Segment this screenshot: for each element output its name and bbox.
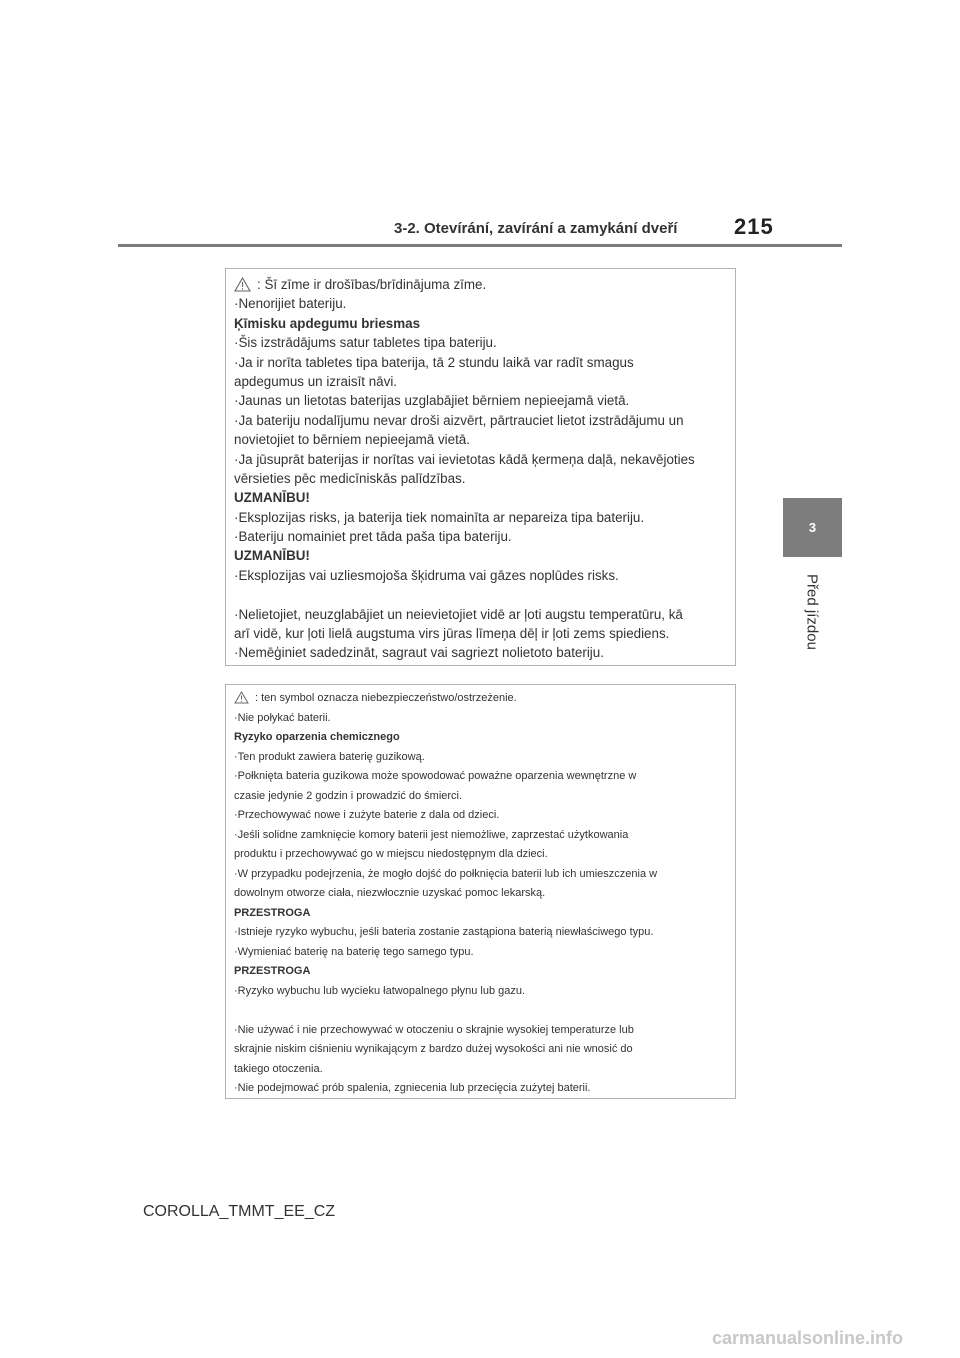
warning-line: produktu i przechowywać go w miejscu niedostępnym dla dzieci. (234, 848, 548, 860)
warning-lines (234, 709, 735, 1099)
warning-box-latvian (225, 268, 736, 666)
warning-line: ·Šis izstrādājums satur tabletes tipa bateriju. (234, 335, 497, 351)
warning-line: ·Nie używać i nie przechowywać w otoczeniu o skrajnie wysokiej temperaturze lub (234, 1023, 634, 1036)
warning-line: ·W przypadku podejrzenia, że mogło dojść do połknięcia baterii lub ich umieszczenia w (234, 867, 658, 880)
warning-line: apdegumus un izraisīt nāvi. (234, 373, 398, 389)
chapter-name: Před jízdou (803, 574, 821, 650)
warning-line: czasie jedynie 2 godzin i prowadzić do śmierci. (234, 789, 463, 802)
warning-line: ·Ja bateriju nodalījumu nevar droši aizvērt, pārtrauciet lietot izstrādājumu un (234, 412, 684, 428)
warning-lines (234, 294, 735, 662)
page-number: 215 (734, 214, 774, 239)
warning-heading: UZMANĪBU! (234, 490, 310, 506)
warning-line: dowolnym otworze ciała, niezwłocznie uzyskać pomoc lekarską. (234, 887, 546, 899)
warning-line: ·Eksplozijas risks, ja baterija tiek nomainīta ar nepareiza tipa bateriju. (234, 509, 645, 525)
warning-heading: UZMANĪBU! (234, 548, 310, 564)
warning-intro (234, 689, 735, 709)
blank-line (234, 1001, 735, 1021)
warning-line: ·Nemēģiniet sadedzināt, sagraut vai sagriezt nolietoto bateriju. (234, 645, 604, 661)
warning-line: ·Ja ir norīta tabletes tipa baterija, tā 2 stundu laikā var radīt smagus (234, 354, 634, 370)
section-title: 3-2. Otevírání, zavírání a zamykání dveří (394, 220, 678, 237)
warning-heading: Ryzyko oparzenia chemicznego (234, 731, 400, 743)
warning-intro-text: : ten symbol oznacza niebezpieczeństwo/ostrzeżenie. (255, 692, 517, 704)
warning-line: ·Bateriju nomainiet pret tāda paša tipa bateriju. (234, 529, 512, 545)
warning-line: vērsieties pēc medicīniskās palīdzības. (234, 470, 466, 486)
chapter-tab: 3 (783, 498, 842, 557)
warning-line: skrajnie niskim ciśnieniu wynikającym z bardzo dużej wysokości ani nie wnosić do (234, 1043, 633, 1055)
warning-line: ·Nie podejmować prób spalenia, zgniecenia lub przecięcia zużytej baterii. (234, 1082, 591, 1094)
warning-heading: Ķīmisku apdegumu briesmas (234, 315, 421, 331)
warning-line: ·Nelietojiet, neuzglabājiet un neievietojiet vidē ar ļoti augstu temperatūru, kā (234, 606, 683, 622)
warning-intro-text: : Šī zīme ir drošības/brīdinājuma zīme. (257, 277, 487, 292)
watermark: carmanualsonline.info (712, 1328, 904, 1348)
warning-line: ·Jaunas un lietotas baterijas uzglabājiet bērniem nepieejamā vietā. (234, 393, 630, 409)
warning-line: ·Ryzyko wybuchu lub wycieku łatwopalnego płynu lub gazu. (234, 984, 526, 997)
warning-line: ·Wymieniać baterię na baterię tego samego typu. (234, 945, 474, 958)
warning-heading: PRZESTROGA (234, 906, 311, 919)
warning-box-polish (225, 684, 736, 1099)
warning-line: ·Ten produkt zawiera baterię guzikową. (234, 750, 425, 763)
warning-line: takiego otoczenia. (234, 1062, 323, 1075)
document-code: COROLLA_TMMT_EE_CZ (143, 1203, 336, 1220)
warning-line: novietojiet to bērniem nepieejamā vietā. (234, 432, 470, 448)
warning-line: ·Istnieje ryzyko wybuchu, jeśli bateria zostanie zastąpiona baterią niewłaściwego typu. (234, 926, 654, 938)
warning-line: ·Połknięta bateria guzikowa może spowodować poważne oparzenia wewnętrzne w (234, 770, 637, 782)
warning-line: ·Ja jūsuprāt baterijas ir norītas vai ievietotas kādā ķermeņa daļā, nekavējoties (234, 451, 695, 467)
blank-line (234, 585, 735, 604)
warning-line: ·Eksplozijas vai uzliesmojoša šķidruma vai gāzes noplūdes risks. (234, 567, 619, 583)
warning-line: ·Nenorijiet bateriju. (234, 296, 347, 312)
warning-line: ·Przechowywać nowe i zużyte baterie z dala od dzieci. (234, 809, 500, 821)
warning-heading: PRZESTROGA (234, 965, 311, 977)
header-divider (118, 244, 842, 247)
warning-line: ·Nie połykać baterii. (234, 711, 331, 724)
warning-intro (234, 275, 735, 294)
warning-line: arī vidē, kur ļoti lielā augstuma virs jūras līmeņa dēļ ir ļoti zems spiediens. (234, 626, 670, 642)
warning-line: ·Jeśli solidne zamknięcie komory baterii jest niemożliwe, zaprzestać użytkowania (234, 828, 629, 841)
